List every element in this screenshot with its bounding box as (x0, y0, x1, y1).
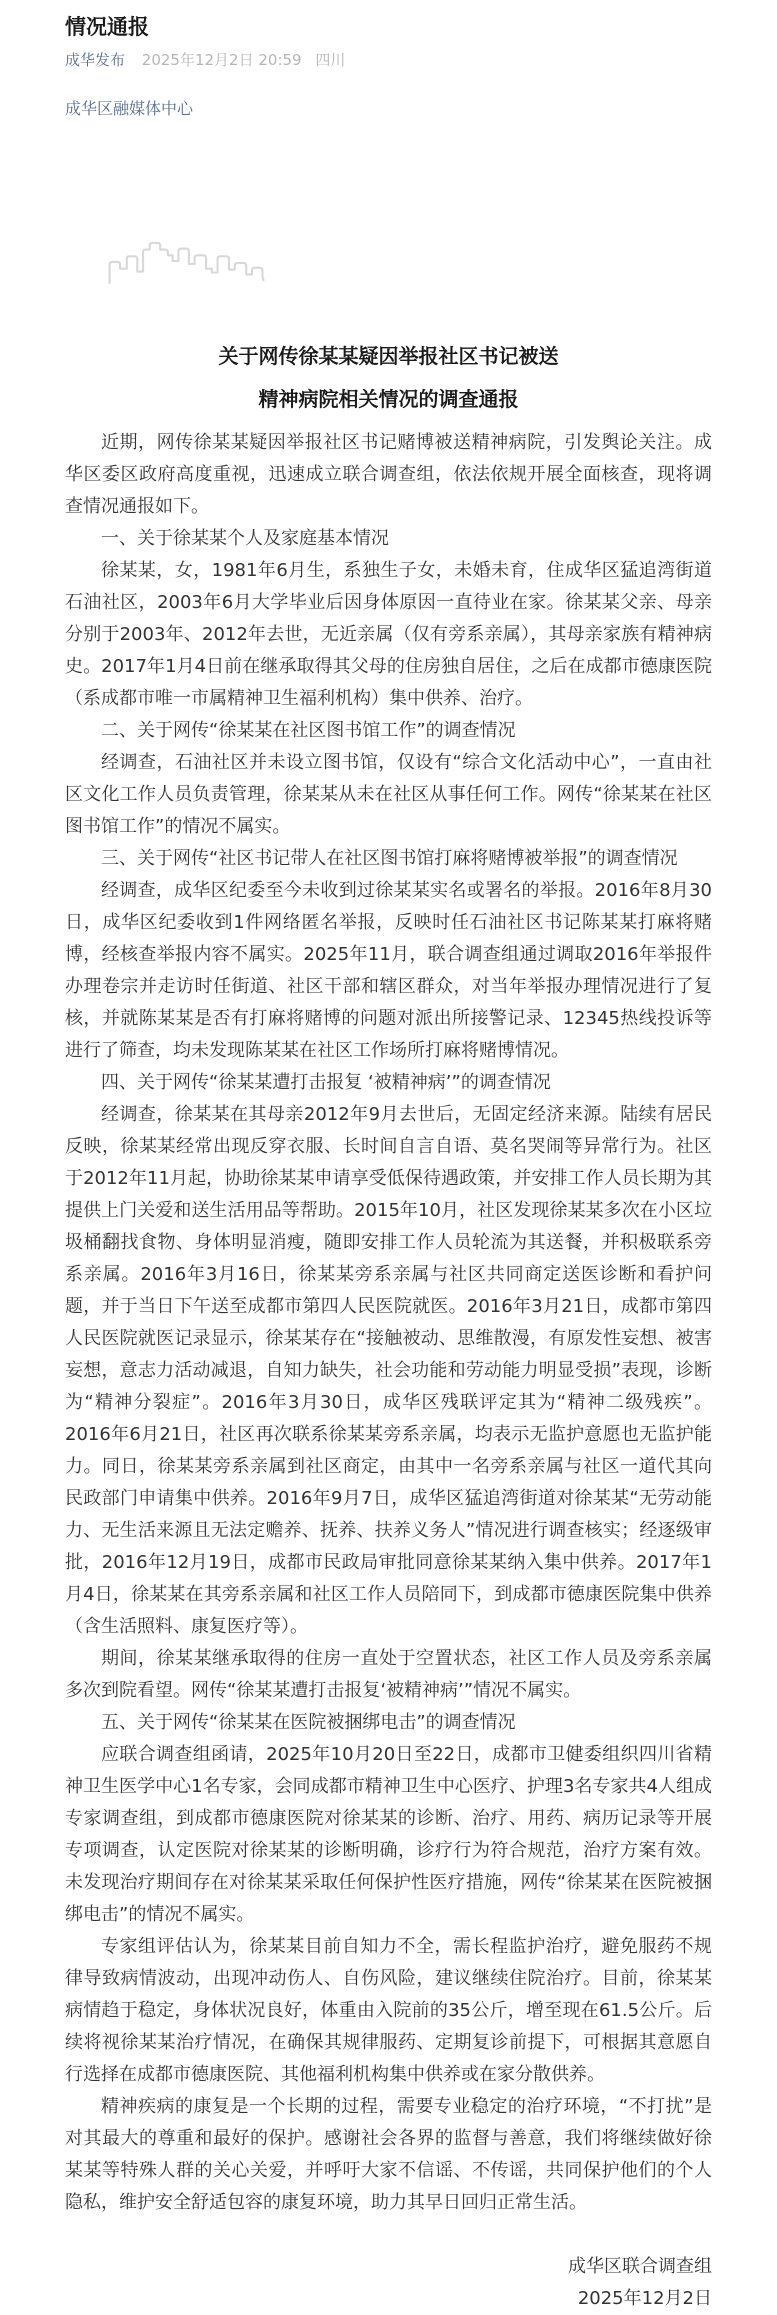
paragraph: 近期，网传徐某某疑因举报社区书记赌博被送精神病院，引发舆论关注。成华区委区政府高度重视，迅速成立联合调查组，依法依规开展全面核查，现将调查情况通报如下。 (65, 432, 712, 517)
paragraph: 徐某某，女，1981年6月生，系独生子女，未婚未育，住成华区猛追湾街道石油社区，2003年6月大学毕业后因身体原因一直待业在家。徐某某父亲、母亲分别于2003年、2012年去世，无近亲属（仅有旁系亲属），其母亲家族有精神病史。2017年1月4日前在继承取得其父母的住房独自居住，之后在成都市德康医院（系成都市唯一市属精神卫生福利机构）集中供养、治疗。 (65, 560, 712, 709)
signature-block (65, 2251, 712, 2315)
publish-location: 四川 (315, 51, 346, 69)
account-link[interactable]: 成华发布 (65, 51, 126, 69)
paragraph: 精神疾病的康复是一个长期的过程，需要专业稳定的治疗环境，“不打扰”是对其最大的尊重和最好的保护。感谢社会各界的监督与善意，我们将继续做好徐某某等特殊人群的关心关爱，并呼吁大家不信谣、不传谣，共同保护他们的个人隐私，维护安全舒适包容的康复环境，助力其早日回归正常生活。 (65, 2096, 712, 2213)
hero-image (103, 240, 270, 283)
publish-date: 2025年12月2日 20:59 (141, 51, 302, 69)
paragraph: 应联合调查组函请，2025年10月20日至22日，成都市卫健委组织四川省精神卫生医学中心1名专家，会同成都市精神卫生中心医疗、护理3名专家共4人组成专家调查组，到成都市德康医院对徐某某的诊断、治疗、用药、病历记录等开展专项调查，认定医院对徐某某的诊断明确，诊疗行为符合规范，治疗方案有效。未发现治疗期间存在对徐某某采取任何保护性医疗措施，网传“徐某某在医院被捆绑电击”的情况不属实。 (65, 1744, 712, 1925)
section-heading: 五、关于网传“徐某某在医院被捆绑电击”的调查情况 (101, 1712, 516, 1733)
section-heading: 一、关于徐某某个人及家庭基本情况 (101, 528, 389, 549)
section-heading: 四、关于网传“徐某某遭打击报复 ‘被精神病’”的调查情况 (101, 1072, 551, 1093)
author-link[interactable]: 成华区融媒体中心 (65, 99, 194, 118)
article-body (65, 427, 712, 2219)
signature-date: 2025年12月2日 (577, 2288, 712, 2309)
skyline-image (103, 240, 270, 283)
paragraph: 经调查，成华区纪委至今未收到过徐某某实名或署名的举报。2016年8月30日，成华区纪委收到1件网络匿名举报，反映时任石油社区书记陈某某打麻将赌博，经核查举报内容不属实。2025年11月，联合调查组通过调取2016年举报件办理卷宗并走访时任街道、社区干部和辖区群众，对当年举报办理情况进行了复核，并就陈某某是否有打麻将赌博的问题对派出所接警记录、12345热线投诉等进行了筛查，均未发现陈某某在社区工作场所打麻将赌博情况。 (65, 880, 712, 1061)
paragraph: 期间，徐某某继承取得的住房一直处于空置状态，社区工作人员及旁系亲属多次到院看望。网传“徐某某遭打击报复‘被精神病’”情况不属实。 (65, 1648, 712, 1701)
paragraph: 专家组评估认为，徐某某目前自知力不全，需长程监护治疗，避免服药不规律导致病情波动，出现冲动伤人、自伤风险，建议继续住院治疗。目前，徐某某病情趋于稳定，身体状况良好，体重由入院前的35公斤，增至现在61.5公斤。后续将视徐某某治疗情况，在确保其规律服药、定期复诊前提下，可根据其意愿自行选择在成都市德康医院、其他福利机构集中供养或在家分散供养。 (65, 1936, 712, 2085)
article-title-line1: 关于网传徐某某疑因举报社区书记被送 (218, 344, 559, 368)
paragraph: 经调查，徐某某在其母亲2012年9月去世后，无固定经济来源。陆续有居民反映，徐某某经常出现反穿衣服、长时间自言自语、莫名哭闹等异常行为。社区于2012年11月起，协助徐某某申请享受低保待遇政策，并安排工作人员长期为其提供上门关爱和送生活用品等帮助。2015年10月，社区发现徐某某多次在小区垃圾桶翻找食物、身体明显消瘦，随即安排工作人员轮流为其送餐，并积极联系旁系亲属。2016年3月16日，徐某某旁系亲属与社区共同商定送医诊断和看护问题，并于当日下午送至成都市第四人民医院就医。2016年3月21日，成都市第四人民医院就医记录显示，徐某某存在“接触被动、思维散漫，有原发性妄想、被害妄想，意志力活动减退，自知力缺失，社会功能和劳动能力明显受损”表现，诊断为“精神分裂症”。2016年3月30日，成华区残联评定其为“精神二级残疾”。2016年6月21日，社区再次联系徐某某旁系亲属，均表示无监护意愿也无监护能力。同日，徐某某旁系亲属到社区商定，由其中一名旁系亲属与社区一道代其向民政部门申请集中供养。2016年9月7日，成华区猛追湾街道对徐某某“无劳动能力、无生活来源且无法定赡养、抚养、扶养义务人”情况进行调查核实；经逐级审批，2016年12月19日，成都市民政局审批同意徐某某纳入集中供养。2017年1月4日，徐某某在其旁系亲属和社区工作人员陪同下，到成都市德康医院集中供养（含生活照料、康复医疗等）。 (65, 1104, 713, 1637)
section-heading: 二、关于网传“徐某某在社区图书馆工作”的调查情况 (101, 720, 516, 741)
section-heading: 三、关于网传“社区书记带人在社区图书馆打麻将赌博被举报”的调查情况 (101, 848, 678, 869)
signature-org: 成华区联合调查组 (568, 2256, 712, 2277)
article-title (65, 335, 712, 421)
paragraph: 经调查，石油社区并未设立图书馆，仅设有“综合文化活动中心”，一直由社区文化工作人员负责管理，徐某某从未在社区从事任何工作。网传“徐某某在社区图书馆工作”的情况不属实。 (65, 752, 712, 837)
article-meta (65, 50, 712, 71)
page-title: 情况通报 (65, 15, 149, 39)
article-title-line2: 精神病院相关情况的调查通报 (258, 387, 519, 411)
